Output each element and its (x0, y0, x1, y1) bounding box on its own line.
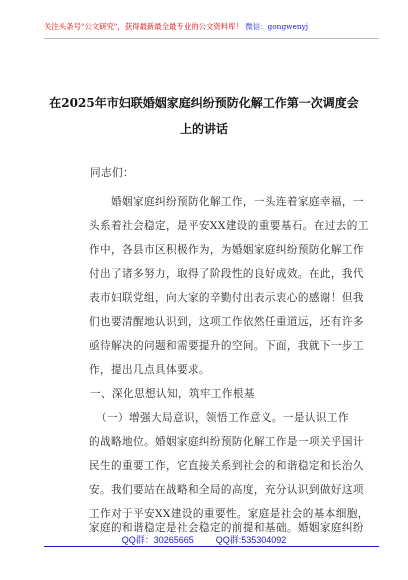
subsection-heading: （一）增强大局意识，领悟工作意义。一是认识工作 (96, 412, 349, 424)
header-divider (44, 38, 379, 39)
body-line: 的战略地位。婚姻家庭纠纷预防化解工作是一项关乎国计 (89, 436, 364, 448)
header-wechat: 微信：gongwenyj (245, 22, 309, 31)
salutation: 同志们： (90, 167, 134, 179)
body-line: 安。我们要站在战略和全局的高度，充分认识到做好这项 (89, 484, 364, 496)
page-footer (0, 533, 408, 546)
footer-qq-group-1: QQ群：30265665 (121, 535, 194, 545)
header-note: 关注头条号"公文研究"，获得最新最全最专业的公文资料库！ (44, 22, 243, 31)
body-line: 头系着社会稳定，是平安XX建设的重要基石。在过去的工 (89, 220, 369, 232)
body-line: 亟待解决的问题和需要提升的空间。下面，我就下一步工 (89, 340, 364, 352)
body-line: 家庭的和谐稳定是社会稳定的前提和基础。婚姻家庭纠纷 (89, 522, 364, 534)
body-line: 作，提出几点具体要求。 (89, 364, 210, 376)
body-line: 们也要清醒地认识到，这项工作依然任重道远，还有许多 (89, 316, 364, 328)
footer-qq-group-2: QQ群:535304092 (215, 535, 287, 545)
document-title-line-1: 在2025年市妇联婚姻家庭纠纷预防化解工作第一次调度会 (49, 96, 359, 110)
body-line: 民生的重要工作，它直接关系到社会的和谐稳定和长治久 (89, 460, 364, 472)
document-title-line-2: 上的讲话 (179, 122, 228, 136)
footer-divider (44, 546, 379, 547)
body-line: 婚姻家庭纠纷预防化解工作，一头连着家庭幸福，一 (111, 196, 364, 208)
body-line: 付出了诸多努力，取得了阶段性的良好成效。在此，我代 (89, 268, 364, 280)
page-header (44, 22, 379, 32)
body-line: 表市妇联党组，向大家的辛勤付出表示衷心的感谢！但我 (89, 292, 364, 304)
section-heading: 一、深化思想认知，筑牢工作根基 (90, 388, 255, 400)
body-line: 工作对于平安XX建设的重要性。家庭是社会的基本细胞， (89, 508, 369, 520)
body-line: 作中，各县市区积极作为，为婚姻家庭纠纷预防化解工作 (89, 244, 364, 256)
